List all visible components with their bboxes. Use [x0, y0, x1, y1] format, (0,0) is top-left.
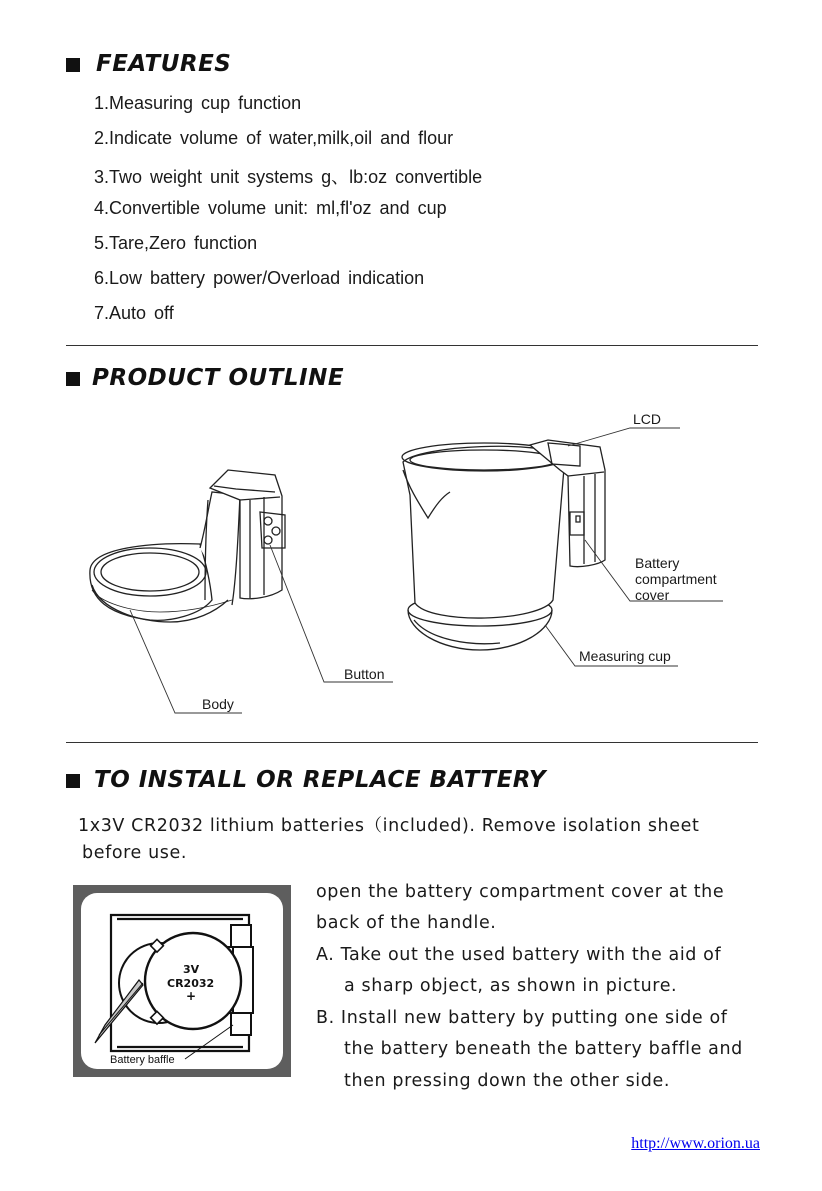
battery-step-line: back of the handle. — [316, 913, 497, 933]
outline-bullet-icon — [66, 372, 80, 386]
battery-title: TO INSTALL OR REPLACE BATTERY — [94, 767, 547, 793]
scale-with-cup-drawing — [402, 440, 605, 650]
scale-body-drawing — [90, 470, 285, 622]
feature-item: 6.Low battery power/Overload indication — [94, 268, 425, 288]
battery-cell-model: CR2032 — [167, 977, 215, 990]
battery-bullet-icon — [66, 774, 80, 788]
section-divider — [66, 345, 758, 346]
feature-item: 1.Measuring cup function — [94, 93, 302, 113]
button-label: Button — [344, 666, 385, 682]
battery-step-line: B. Install new battery by putting one side of — [316, 1008, 728, 1028]
feature-item: 5.Tare,Zero function — [94, 233, 258, 253]
battery-step-line: then pressing down the other side. — [344, 1071, 670, 1091]
battery-cover-label-line3: cover — [635, 587, 670, 603]
battery-step-line: open the battery compartment cover at the — [316, 882, 725, 902]
battery-cell-polarity: + — [186, 989, 197, 1003]
lcd-label: LCD — [633, 411, 662, 427]
battery-intro-line2: before use. — [82, 843, 188, 863]
features-bullet-icon — [66, 58, 80, 72]
battery-intro-line1: 1x3V CR2032 lithium batteries（included). Remove isolation sheet — [78, 816, 700, 836]
measuring-cup-label: Measuring cup — [579, 648, 671, 664]
features-title: FEATURES — [96, 51, 232, 77]
battery-cover-label-line2: compartment — [635, 571, 717, 587]
product-outline-illustration — [0, 395, 822, 725]
feature-item: 7.Auto off — [94, 303, 174, 323]
feature-item: 3.Two weight unit systems g、lb:oz convertible — [94, 167, 483, 187]
feature-item: 2.Indicate volume of water,milk,oil and flour — [94, 128, 454, 148]
feature-item: 4.Convertible volume unit: ml,fl'oz and cup — [94, 198, 447, 218]
footer-website-link[interactable]: http://www.orion.ua — [631, 1135, 760, 1152]
battery-baffle-label: Battery baffle — [110, 1054, 175, 1066]
battery-cell-voltage: 3V — [183, 963, 200, 976]
battery-cover-label-line1: Battery — [635, 555, 680, 571]
battery-step-line: a sharp object, as shown in picture. — [344, 976, 678, 996]
battery-step-line: the battery beneath the battery baffle and — [344, 1039, 743, 1059]
outline-title: PRODUCT OUTLINE — [92, 365, 345, 391]
battery-step-line: A. Take out the used battery with the aid of — [316, 945, 722, 965]
section-divider — [66, 742, 758, 743]
body-label: Body — [202, 696, 234, 712]
